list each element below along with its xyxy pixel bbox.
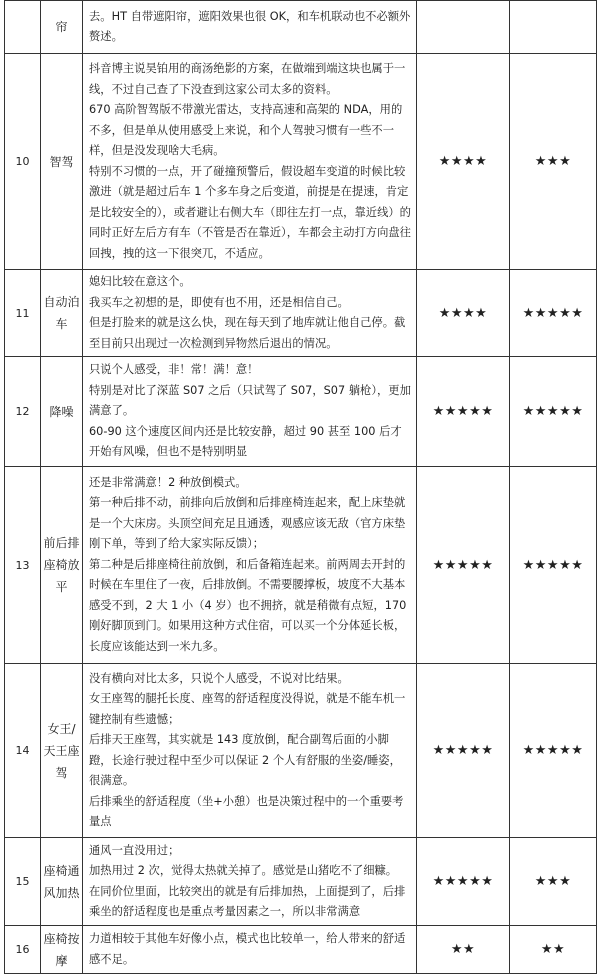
rating-a: ★★★★ <box>417 54 510 270</box>
description-paragraph: 我买车之初想的是，即使有也不用，还是相信自己。 <box>89 295 349 309</box>
feature-name: 座椅通风加热 <box>41 838 83 926</box>
feature-description <box>83 1 417 54</box>
rating-a: ★★ <box>417 926 510 974</box>
feature-name: 前后排座椅放平 <box>41 467 83 664</box>
description-paragraph: 通风一直没用过； <box>89 843 180 857</box>
feature-name: 女王/天王座驾 <box>41 664 83 838</box>
feature-description <box>83 838 417 926</box>
description-paragraph: 第一种后排不动，前排向后放倒和后排座椅连起来，配上床垫就是一个大床房。头顶空间充足且通透，观感应该无敌（官方床垫刚下单，等到了给大家实际反馈）； <box>89 496 406 551</box>
table-row <box>5 926 597 974</box>
rating-b: ★★★★★ <box>510 270 597 357</box>
row-number: 12 <box>5 357 41 467</box>
description-paragraph: 还是非常满意！2 种放倒模式。 <box>89 475 247 489</box>
feature-description <box>83 357 417 467</box>
description-paragraph: 只说个人感受，非！常！满！意！ <box>89 363 259 377</box>
description-paragraph: 第二种是后排座椅往前放倒，和后备箱连起来。前两周去开封的时候在车里住了一夜，后排放倒。不需要腰撑板，坡度不大基本感受不到，2 大 1 小（4 岁）也不拥挤，就是稍微有点短，170 刚好脚顶到门。如果用这种方式住宿，可以买一个分体延长板，长度应该能达到一米九多。 <box>89 557 407 653</box>
feature-name: 帘 <box>41 1 83 54</box>
feature-name: 降噪 <box>41 357 83 467</box>
feature-description <box>83 664 417 838</box>
feature-name: 智驾 <box>41 54 83 270</box>
rating-b: ★★★★★ <box>510 467 597 664</box>
row-number: 10 <box>5 54 41 270</box>
rating-b: ★★★★★ <box>510 664 597 838</box>
feature-description <box>83 270 417 357</box>
rating-a: ★★★★★ <box>417 838 510 926</box>
rating-b: ★★★ <box>510 54 597 270</box>
row-number <box>5 1 41 54</box>
description-paragraph: 特别不习惯的一点，开了碰撞预警后，假设超车变道的时候比较激进（就是超过后车 1 个多车身之后变道，前提是在提速，肯定是比较安全的），或者避让右侧大车（即往左打一点，靠近线）的同时正好左后方有车（不管是否在靠近），车都会主动打方向盘往回拽，拽的这一下很突兀，不适应。 <box>89 164 411 260</box>
row-number: 11 <box>5 270 41 357</box>
table-row <box>5 467 597 664</box>
rating-a: ★★★★★ <box>417 664 510 838</box>
rating-a: ★★★★★ <box>417 467 510 664</box>
rating-b <box>510 1 597 54</box>
description-paragraph: 媳妇比较在意这个。 <box>89 275 191 288</box>
table-row <box>5 54 597 270</box>
rating-a <box>417 1 510 54</box>
review-table <box>4 0 597 974</box>
description-paragraph: 加热用过 2 次，觉得太热就关掉了。感觉是山猪吃不了细糠。 <box>89 864 398 877</box>
description-paragraph: 在同价位里面，比较突出的就是有后排加热，上面提到了，后排乘坐的舒适程度也是重点考量因素之一，所以非常满意 <box>89 884 406 918</box>
description-paragraph: 60-90 这个速度区间内还是比较安静，超过 90 甚至 100 后才开始有风噪，但也不是特别明显 <box>89 424 402 459</box>
description-paragraph: 670 高阶智驾版不带激光雷达，支持高速和高架的 NDA，用的不多，但是单从使用感受上来说，和个人驾驶习惯有一些不一样，但是没发现啥大毛病。 <box>89 103 403 157</box>
description-paragraph: 没有横向对比太多，只说个人感受，不说对比结果。 <box>89 671 349 685</box>
feature-description <box>83 54 417 270</box>
table-row <box>5 357 597 467</box>
row-number: 16 <box>5 926 41 974</box>
description-paragraph: 但是打脸来的就是这么快，现在每天到了地库就让他自己停。截至目前只出现过一次检测到异物然后退出的情况。 <box>89 316 406 350</box>
table-row <box>5 270 597 357</box>
feature-name: 自动泊车 <box>41 270 83 357</box>
description-paragraph: 力道相较于其他车好像小点，模式也比较单一，给人带来的舒适感不足。 <box>89 932 406 966</box>
rating-b: ★★ <box>510 926 597 974</box>
description-paragraph: 后排乘坐的舒适程度（坐+小憩）也是决策过程中的一个重要考量点 <box>89 794 404 828</box>
description-paragraph: 抖音博主说昊铂用的商汤绝影的方案，在做端到端这块也属于一线，不过自己查了下没查到这家公司太多的资料。 <box>89 62 406 96</box>
feature-name: 座椅按摩 <box>41 926 83 974</box>
feature-description <box>83 926 417 974</box>
row-number: 13 <box>5 467 41 664</box>
table-row <box>5 664 597 838</box>
description-paragraph: 后排天王座驾，其实就是 143 度放倒，配合副驾后面的小脚蹬，长途行驶过程中至少可以保证 2 个人有舒服的坐姿/睡姿，很满意。 <box>89 733 401 787</box>
description-paragraph: 特别是对比了深蓝 S07 之后（只试驾了 S07，S07 躺枪），更加满意了。 <box>89 383 411 418</box>
row-number: 15 <box>5 838 41 926</box>
description-paragraph: 去。HT 自带遮阳帘，遮阳效果也很 OK，和车机联动也不必额外赘述。 <box>89 9 411 43</box>
row-number: 14 <box>5 664 41 838</box>
table-row <box>5 1 597 54</box>
rating-b: ★★★★★ <box>510 357 597 467</box>
rating-a: ★★★★ <box>417 270 510 357</box>
description-paragraph: 女王座驾的腿托长度、座驾的舒适程度没得说，就是不能车机一键控制有些遗憾； <box>89 692 406 726</box>
feature-description <box>83 467 417 664</box>
rating-a: ★★★★★ <box>417 357 510 467</box>
table-row <box>5 838 597 926</box>
rating-b: ★★★ <box>510 838 597 926</box>
